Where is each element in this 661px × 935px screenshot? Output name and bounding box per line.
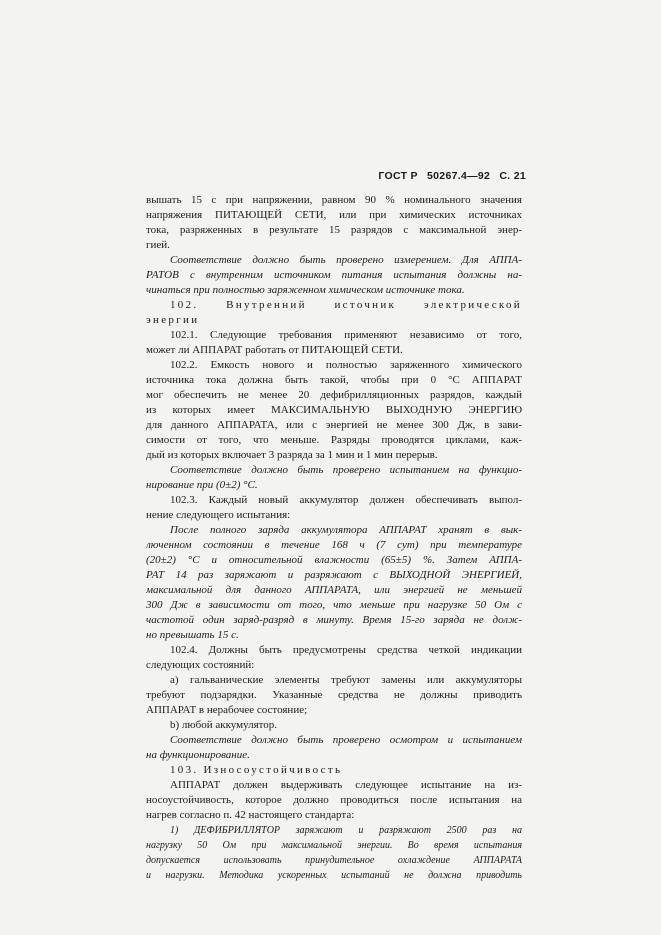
text-line: После полного заряда аккумулятора АППАРАТ хранят в вык- [170, 524, 522, 536]
section-heading: энергии [146, 314, 200, 326]
text-line: симости от того, что меньше. Разряды проводятся циклами, каж- [146, 434, 522, 446]
section-heading: 102. Внутренний источник электрической [170, 299, 522, 311]
text-line: может ли АППАРАТ работать от ПИТАЮЩЕЙ СЕТИ. [146, 344, 403, 356]
text-line: вышать 15 с при напряжении, равном 90 % номинального значения [146, 194, 522, 206]
text-line: из которых имеет МАКСИМАЛЬНУЮ ВЫХОДНУЮ ЭНЕРГИЮ [146, 404, 522, 416]
page-header [372, 170, 526, 182]
text-line: Соответствие должно быть проверено испытанием на функцио- [170, 464, 522, 476]
text-line: носоустойчивость, которое должно проводиться после испытания на [146, 794, 522, 806]
text-line: нение следующего испытания: [146, 509, 291, 521]
text-line: на функционирование. [146, 749, 250, 761]
text-line: частотой один заряд-разряд в минуту. Время 15-го заряда не долж- [146, 614, 522, 626]
list-item: a) гальванические элементы требуют замены или аккумуляторы [170, 674, 522, 686]
text-line: нирование при (0±2) °С. [146, 479, 258, 491]
page-number: С. 21 [499, 170, 526, 182]
standard-label: ГОСТ Р [378, 170, 418, 182]
list-item: 1) ДЕФИБРИЛЛЯТОР заряжают и разряжают 2500 раз на [170, 825, 522, 836]
text-line: нагрузку 50 Ом при максимальной энергии. Во время испытания [146, 840, 522, 851]
list-item: b) любой аккумулятор. [170, 719, 278, 731]
text-line: требуют подзарядки. Указанные средства не должны приводить [146, 689, 522, 701]
text-line: 102.1. Следующие требования применяют независимо от того, [170, 329, 522, 341]
text-line: АППАРАТ должен выдерживать следующее испытание на из- [170, 779, 522, 791]
text-line: следующих состояний: [146, 659, 255, 671]
text-line: Соответствие должно быть проверено осмотром и испытанием [170, 734, 522, 746]
text-line: 102.4. Должны быть предусмотрены средства четкой индикации [170, 644, 522, 656]
text-line: дый из которых включает 3 разряда за 1 мин и 1 мин перерыв. [146, 449, 438, 461]
text-line: тока, разряженных в результате 15 разрядов с максимальной энер- [146, 224, 522, 236]
text-line: максимальной для данного АППАРАТА, или энергией не меньшей [146, 584, 522, 596]
text-line: 300 Дж в зависимости от того, что меньше при нагрузке 50 Ом с [146, 599, 522, 611]
text-line: РАТОВ с внутренним источником питания испытания должны на- [146, 269, 522, 281]
text-line: 102.3. Каждый новый аккумулятор должен обеспечивать выпол- [170, 494, 522, 506]
text-line: для данного АППАРАТА, или с энергией не менее 300 Дж, в зави- [146, 419, 522, 431]
section-heading: 103. Износоустойчивость [170, 764, 343, 776]
text-line: (20±2) °С и относительной влажности (65±5) %. Затем АППА- [146, 554, 522, 566]
text-line: гией. [146, 239, 170, 251]
standard-number: 50267.4—92 [427, 170, 491, 182]
text-line: и нагрузки. Методика ускоренных испытаний не должна приводить [146, 870, 522, 881]
text-line: РАТ 14 раз заряжают и разряжают с ВЫХОДНОЙ ЭНЕРГИЕЙ, [146, 569, 522, 581]
text-line: АППАРАТ в нерабочее состояние; [146, 704, 308, 716]
body-text [146, 193, 522, 883]
text-line: люченном состоянии в течение 168 ч (7 сут) при температуре [146, 539, 522, 551]
text-line: чинаться при полностью заряженном химическом источнике тока. [146, 284, 465, 296]
text-line: источника тока должна быть такой, чтобы при 0 °С АППАРАТ [146, 374, 522, 386]
text-line: напряжения ПИТАЮЩЕЙ СЕТИ, или при химических источниках [146, 209, 522, 221]
text-line: допускается использовать принудительное охлаждение АППАРАТА [146, 855, 522, 866]
text-line: мог обеспечить не менее 20 дефибрилляционных разрядов, каждый [146, 389, 522, 401]
text-line: 102.2. Емкость нового и полностью заряженного химического [170, 359, 522, 371]
text-line: Соответствие должно быть проверено измерением. Для АППА- [170, 254, 522, 266]
text-line: но превышать 15 с. [146, 629, 239, 641]
text-line: нагрев согласно п. 42 настоящего стандарта: [146, 809, 355, 821]
